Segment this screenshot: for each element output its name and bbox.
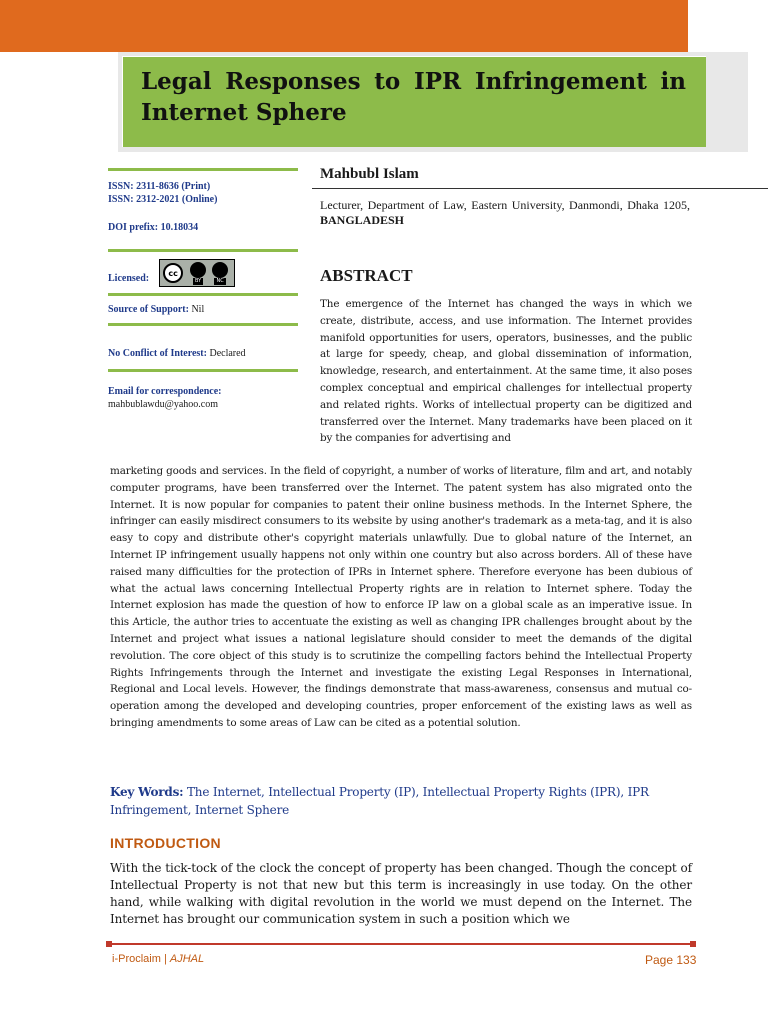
introduction-body	[110, 860, 692, 928]
introduction-paragraph: With the tick-tock of the clock the concept of property has been changed. Though the concept of Intellectual Property is not that new but this term is increasingly in use today. On the other hand, while walking with digital revolution in the world we must depend on the Internet. The Internet has brought our communication system in such a position which we	[110, 861, 692, 926]
footer-journal: AJHAL	[169, 953, 205, 965]
cc-by-nc-badge-icon[interactable]	[159, 259, 235, 287]
introduction-heading: INTRODUCTION	[110, 835, 221, 851]
footer-rule	[110, 943, 692, 945]
by-icon: i BY	[190, 262, 206, 285]
support-label: Source of Support:	[108, 304, 189, 315]
divider	[108, 249, 298, 252]
abstract-paragraph-part1: The emergence of the Internet has changed the ways in which we create, distribute, access, and use information. The Internet provides manifold opportunities for users, operators, businesses, and the public at large for speedy, cheap, and global dissemination of information, knowledge, research, and entertainment. At the same time, it also poses complex conceptual and empirical challenges for intellectual property and related rights. Works of intellectual property can be digitized and transferred over the Internet. Many trademarks have been placed on it by the companies for advertising and	[320, 298, 692, 445]
author-name: Mahbubl Islam	[320, 166, 419, 182]
conflict-label: No Conflict of Interest:	[108, 348, 207, 359]
footer-rule-end	[106, 941, 112, 947]
nc-icon: $ NC	[212, 262, 228, 285]
email-block	[108, 385, 298, 411]
author-divider	[312, 188, 768, 189]
author-affiliation	[320, 198, 690, 228]
divider	[108, 168, 298, 171]
keywords-label: Key Words:	[110, 785, 184, 799]
footer-publisher	[112, 953, 204, 965]
abstract-column	[320, 296, 692, 447]
abstract-heading: ABSTRACT	[320, 266, 413, 285]
doi-prefix: DOI prefix: 10.18034	[108, 222, 199, 233]
metadata-sidebar	[108, 168, 298, 411]
email-label: Email for correspondence:	[108, 386, 222, 397]
issn-print: ISSN: 2311-8636 (Print)	[108, 181, 211, 192]
issn-online: ISSN: 2312-2021 (Online)	[108, 194, 218, 205]
issn-block	[108, 180, 298, 206]
divider	[108, 323, 298, 326]
affiliation-country: BANGLADESH	[320, 213, 405, 227]
conflict-value: Declared	[209, 348, 246, 359]
email-link[interactable]: mahbublawdu@yahoo.com	[108, 399, 219, 410]
licensed-label: Licensed:	[108, 273, 150, 284]
affiliation-text: Lecturer, Department of Law, Eastern University, Danmondi, Dhaka 1205,	[320, 198, 690, 212]
keywords-value: The Internet, Intellectual Property (IP), Intellectual Property Rights (IPR), IPR Infringement, Internet Sphere	[110, 785, 649, 817]
license-row	[108, 259, 298, 287]
keywords	[110, 783, 692, 819]
support-row	[108, 303, 298, 316]
divider	[108, 369, 298, 372]
conflict-row	[108, 347, 298, 360]
abstract-paragraph-part2: marketing goods and services. In the field of copyright, a number of works of literature, film and art, and notably computer programs, have been transferred over the Internet. The patent system has also migrated onto the Internet. It is now popular for companies to patent their online business methods. In the Internet Sphere, the infringer can easily misdirect consumers to its website by using another's trademark as a meta-tag, and it is also easy to copy and distribute other's copyright materials unlawfully. Due to global nature of the Internet, an Internet IP infringement usually happens not only within one country but also across borders. All of these have raised many difficulties for the protection of IPRs in Internet sphere. Therefore everyone has been dubious of what the actual laws concerning Intellectual Property rights are in relation to Internet sphere. Today the Internet explosion has made the question of how to enforce IP law on a global scale as an imperative issue. In this Article, the author tries to accentuate the existing as well as changing IPR challenges brought about by the Internet and project what issues a national legislature should consider to meet the demands of the digital revolution. The core object of this study is to scrutinize the compelling factors behind the Intellectual Property Rights Infringements through the Internet and investigate the existing Legal Responses in International, Regional and Local levels. However, the findings demonstrate that mass-awareness, consensus and mutual co-operation among the developed and developing countries, proper enforcement of the existing laws as well as bringing amendments to some areas of Law can be cited as a potential solution.	[110, 465, 692, 729]
footer-publisher-name: i-Proclaim |	[112, 953, 167, 965]
support-value: Nil	[191, 304, 205, 315]
footer-page-number: Page 133	[645, 953, 697, 967]
cc-icon: cc	[163, 263, 183, 283]
title-box	[122, 56, 706, 147]
abstract-full-width	[110, 463, 692, 732]
header-orange-band	[0, 0, 688, 52]
footer-rule-end	[690, 941, 696, 947]
divider	[108, 293, 298, 296]
paper-title: Legal Responses to IPR Infringement in Internet Sphere	[141, 68, 686, 126]
